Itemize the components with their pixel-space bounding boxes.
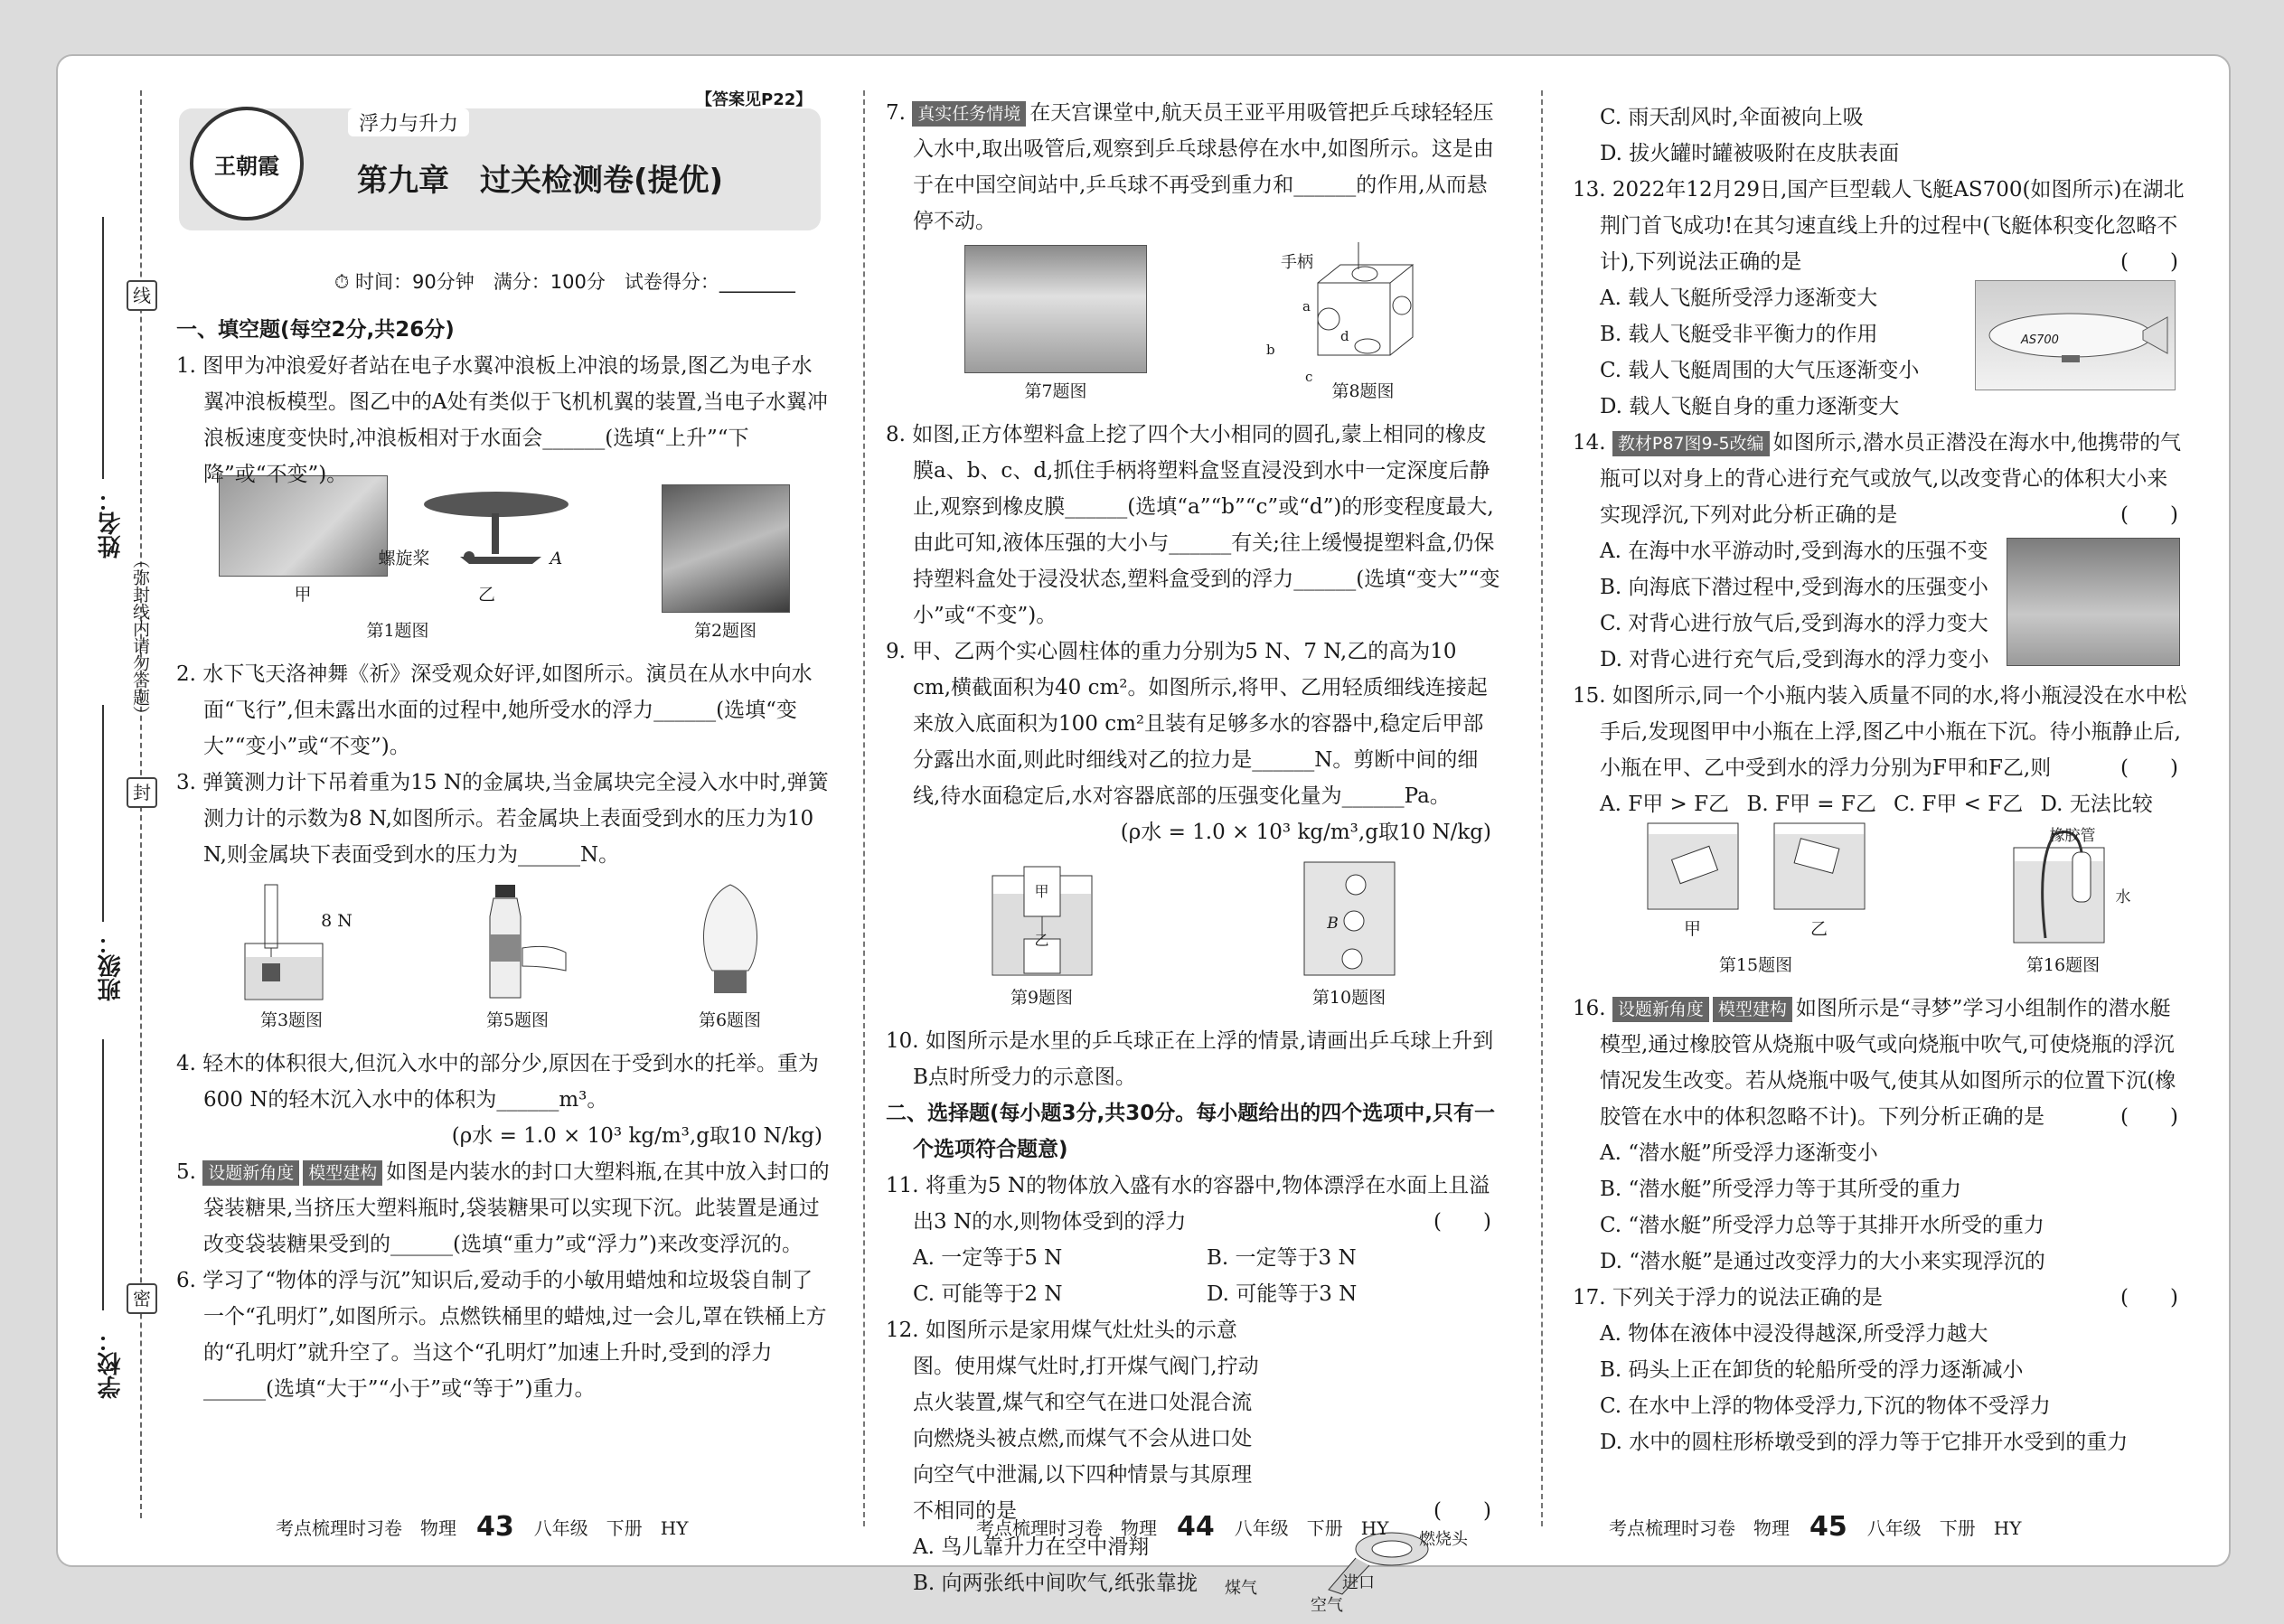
- figure-10: [1300, 858, 1399, 1016]
- q14-option-d: D. 对背心进行充气后,受到海水的浮力变小: [1600, 648, 1989, 671]
- fig1-label-propeller: 螺旋桨: [378, 549, 430, 568]
- column-divider-2: [1541, 90, 1543, 1526]
- footer-right: 八年级 下册 HY: [533, 1517, 689, 1539]
- tag-model-16: 模型建构: [1713, 997, 1792, 1022]
- q15-option-c: C. F甲 < F乙: [1894, 793, 2024, 816]
- question-9: 9. 甲、乙两个实心圆柱体的重力分别为5 N、7 N,乙的高为10 cm,横截面积为40 cm²。如图所示,将甲、乙用轻质细线连接起来放入底面积为100 cm²且装有足够多水的容器中,稳定后甲部分露出水面,则此时细线对乙的拉力是______N。剪断中间的细线,待水面稳定后,水对容器底部的压强变化量为______Pa。: [886, 640, 1488, 808]
- question-3: 3. 弹簧测力计下吊着重为15 N的金属块,当金属块完全浸入水中时,弹簧测力计的示数为8 N,如图所示。若金属块上表面受到水的压力为10 N,则金属块下表面受到水的压力为______N。: [176, 771, 829, 867]
- q15-options: [1573, 786, 2187, 822]
- footer-page-44: [976, 1511, 1388, 1543]
- fig12-label-air: 空气: [1311, 1596, 1343, 1615]
- column-1: [176, 312, 832, 1407]
- column-3: [1573, 99, 2187, 1460]
- footer-page-45: [1609, 1511, 2021, 1543]
- fig1-label-jia: 甲: [294, 585, 312, 605]
- q16-option-a: A. “潜水艇”所受浮力逐渐变小: [1600, 1141, 1878, 1165]
- question-10: 10. 如图所示是水里的乒乓球正在上浮的情景,请画出乒乓球上升到B点时所受力的示意图。: [886, 1029, 1494, 1089]
- tag-textbook: 教材P87图9-5改编: [1612, 431, 1770, 456]
- figure-1: [219, 475, 578, 649]
- logo: [190, 107, 304, 221]
- tag-new-angle-16: 设题新角度: [1612, 997, 1709, 1022]
- q11-options-row1: [886, 1240, 1500, 1276]
- beaker-yi: [1770, 816, 1869, 911]
- q14-option-a: A. 在海中水平游动时,受到海水的压强不变: [1600, 540, 1988, 563]
- page-number: 43: [476, 1511, 514, 1543]
- lantern-diagram: [690, 880, 771, 1002]
- question-5-text: 如图是内装水的封口大塑料瓶,在其中放入封口的袋装糖果,当挤压大塑料瓶时,袋装糖果可以实现下沉。此装置是通过改变袋装糖果受到的______(选填“重力”或“浮力”)来改变浮沉的。: [203, 1160, 830, 1256]
- figure-1-caption: 第1题图: [366, 621, 429, 641]
- spring-scale-diagram: [238, 880, 346, 1002]
- exam-meta: ⏱ 时间：90分钟 满分：100分 试卷得分：________: [334, 271, 795, 293]
- dancer-photo: [662, 484, 790, 613]
- tag-new-angle: 设题新角度: [202, 1160, 299, 1186]
- q13-option-a: A. 载人飞艇所受浮力逐渐变大: [1600, 286, 1878, 310]
- fig12-label-gas: 煤气: [1225, 1579, 1257, 1598]
- beaker-jia: [1643, 816, 1743, 911]
- figure-8: [1304, 242, 1422, 409]
- cylinders-diagram: [988, 858, 1096, 980]
- question-17: 17. 下列关于浮力的说法正确的是: [1573, 1286, 1883, 1310]
- figure-10-caption: 第10题图: [1311, 988, 1386, 1008]
- fig8-label-handle: 手柄: [1281, 253, 1313, 272]
- page-number: 44: [1177, 1511, 1215, 1543]
- question-5: 5. 设题新角度 模型建构 如图是内装水的封口大塑料瓶,在其中放入封口的袋装糖果,当挤压大塑料瓶时,袋装糖果可以实现下沉。此装置是通过改变袋装糖果受到的______(选填“重力”或“浮力”)来改变浮沉的。: [176, 1160, 830, 1256]
- q11-option-c: C. 可能等于2 N: [913, 1282, 1063, 1306]
- figure-9: [988, 858, 1096, 1016]
- question-14: 14. 教材P87图9-5改编 如图所示,潜水员正潜没在海水中,他携带的气瓶可以对身上的背心进行充气或放气,以改变背心的体积大小来实现浮沉,下列对此分析正确的是: [1573, 431, 2182, 527]
- answer-paren-13: ( ): [2120, 250, 2178, 274]
- fig16-label-water: 水: [2115, 888, 2131, 906]
- pingpong-photo: [964, 245, 1147, 373]
- question-12: 12. 如图所示是家用煤气灶灶头的示意图。使用煤气灶时,打开煤气阀门,拧动点火装置,煤气和空气在进口处混合流向燃烧头被点燃,而煤气不会从进口处向空气中泄漏,以下四种情景与其原理不相同的是: [886, 1319, 1259, 1523]
- column-divider-1: [863, 90, 865, 1526]
- question-11: [886, 1168, 1500, 1240]
- question-16-block: [1573, 990, 2187, 1280]
- fig8-label-a: a: [1302, 298, 1311, 314]
- question-2: 2. 水下飞天洛神舞《祈》深受观众好评,如图所示。演员在从水中向水面“飞行”,但未露出水面的过程中,她所受水的浮力______(选填“变大”“变小”或“不变”)。: [176, 662, 813, 758]
- figure-9-caption: 第9题图: [1010, 988, 1074, 1008]
- binding-mark-seal: 封: [127, 777, 157, 808]
- airship-label: AS700: [2021, 333, 2059, 347]
- figure-6-caption: 第6题图: [698, 1010, 762, 1030]
- pingpong-diagram: [1300, 858, 1399, 980]
- figure-15-caption: 第15题图: [1718, 955, 1793, 975]
- diver-photo: [2007, 538, 2180, 666]
- figure-15: [1643, 816, 1869, 983]
- answer-paren-16: ( ): [2120, 1105, 2178, 1129]
- q13-option-b: B. 载人飞艇受非平衡力的作用: [1600, 323, 1878, 346]
- question-15: 15. 如图所示,同一个小瓶内装入质量不同的水,将小瓶浸没在水中松手后,发现图甲中小瓶在上浮,图乙中小瓶在下沉。待小瓶静止后,小瓶在甲、乙中受到水的浮力分别为F甲和F乙,则: [1573, 684, 2187, 780]
- answer-paren-15: ( ): [2120, 756, 2178, 780]
- figure-6: [690, 880, 771, 1038]
- answer-ref: 【答案见P22】: [696, 90, 813, 109]
- figures-9-10: [886, 858, 1500, 1016]
- figure-3-caption: 第3题图: [259, 1010, 324, 1030]
- answer-paren-12: ( ): [1433, 1499, 1491, 1523]
- q17-option-d: D. 水中的圆柱形桥墩受到的浮力等于它排开水受到的重力: [1600, 1431, 2129, 1454]
- footer-left: 考点梳理时习卷 物理: [276, 1517, 456, 1539]
- school-blank: [102, 1039, 104, 1310]
- question-13-block: [1573, 172, 2187, 425]
- footer-left: 考点梳理时习卷 物理: [1609, 1517, 1790, 1539]
- question-7: 7. 真实任务情境 在天宫课堂中,航天员王亚平用吸管把乒乓球轻轻压入水中,取出吸管后,观察到乒乓球悬停在水中,如图所示。这是由于在中国空间站中,乒乓球不再受到重力和______的作用,从而悬停不动。: [886, 101, 1494, 233]
- fig8-label-b: b: [1266, 342, 1275, 358]
- q11-option-b: B. 一定等于3 N: [1207, 1246, 1357, 1270]
- fig1-label-yi: 乙: [477, 585, 495, 605]
- question-15-block: [1573, 678, 2187, 822]
- q13-option-d: D. 载人飞艇自身的重力逐渐变大: [1600, 395, 1900, 418]
- name-blank: [102, 217, 104, 479]
- question-4-formula: (ρ水 = 1.0 × 10³ kg/m³,g取10 N/kg): [451, 1124, 822, 1148]
- question-8: 8. 如图,正方体塑料盒上挖了四个大小相同的圆孔,蒙上相同的橡皮膜a、b、c、d,抓住手柄将塑料盒竖直浸没到水中一定深度后静止,观察到橡皮膜______(选填“a”“b”“c”或“d”)的形变程度最大,由此可知,液体压强的大小与______有关;往上缓慢提塑料盒,仍保持塑料盒处于浸没状态,塑料盒受到的浮力______(选填“变大”“变小”或“不变”)。: [886, 423, 1500, 627]
- answer-paren-11: ( ): [1433, 1210, 1491, 1234]
- binding-mark-secret: 密: [127, 1283, 157, 1314]
- figure-2: [662, 484, 790, 649]
- q11-options-row2: [886, 1276, 1500, 1312]
- section-title-choice: 二、选择题(每小题3分,共30分。每小题给出的四个选项中,只有一个选项符合题意): [886, 1102, 1495, 1161]
- question-14-text: 如图所示,潜水员正潜没在海水中,他携带的气瓶可以对身上的背心进行充气或放气,以改变背心的体积大小来实现浮沉,下列对此分析正确的是: [1600, 431, 2182, 527]
- chapter-tag: 浮力与升力: [348, 108, 469, 136]
- column-2: [886, 95, 1500, 1615]
- figures-15-16: [1573, 827, 2187, 983]
- q12-option-b: B. 向两张纸中间吹气,纸张靠拢: [913, 1572, 1198, 1595]
- answer-paren-17: ( ): [2120, 1286, 2178, 1310]
- cube-diagram: [1304, 242, 1422, 373]
- page-title: 第九章 过关检测卷(提优): [357, 163, 724, 199]
- q13-option-c: C. 载人飞艇周围的大气压逐渐变小: [1600, 359, 1920, 382]
- tag-model: 模型建构: [303, 1160, 382, 1186]
- figure-5-caption: 第5题图: [485, 1010, 550, 1030]
- class-blank: [102, 705, 104, 922]
- footer-right: 八年级 下册 HY: [1234, 1517, 1389, 1539]
- question-12-block: [886, 1312, 1500, 1615]
- footer-right: 八年级 下册 HY: [1866, 1517, 2022, 1539]
- q12-option-d: D. 拔火罐时罐被吸附在皮肤表面: [1600, 142, 1900, 165]
- footer-left: 考点梳理时习卷 物理: [976, 1517, 1157, 1539]
- figure-7: [964, 245, 1147, 409]
- page-number: 45: [1809, 1511, 1847, 1543]
- school-label: 学校：: [98, 1328, 125, 1399]
- logo-text: 王朝霞: [214, 152, 279, 179]
- figures-1-2: [176, 500, 832, 649]
- question-16-text: 如图所示是“寻梦”学习小组制作的潜水艇模型,通过橡胶管从烧瓶中吸气或向烧瓶中吹气,可使烧瓶的浮沉情况发生改变。若从烧瓶中吸气,使其从如图所示的位置下沉(橡胶管在水中的体积忽略不计)。下列分析正确的是: [1600, 997, 2176, 1129]
- fig1-label-A: A: [550, 549, 563, 568]
- figure-16-caption: 第16题图: [2026, 955, 2101, 975]
- q14-option-b: B. 向海底下潜过程中,受到海水的压强变小: [1600, 576, 1988, 599]
- figures-3-5-6: [176, 880, 832, 1038]
- binding-mark-line: 线: [127, 280, 157, 311]
- question-14-block: [1573, 425, 2187, 678]
- figure-2-caption: 第2题图: [693, 621, 757, 641]
- question-1: 1. 图甲为冲浪爱好者站在电子水翼冲浪板上冲浪的场景,图乙为电子水翼冲浪板模型。图乙中的A处有类似于飞机机翼的装置,当电子水翼冲浪板速度变快时,冲浪板相对于水面会______(选填“上升”“下降”或“不变”)。: [176, 354, 828, 486]
- figure-5: [468, 880, 568, 1038]
- q16-option-d: D. “潜水艇”是通过改变浮力的大小来实现浮沉的: [1600, 1250, 2045, 1273]
- class-label: 班级：: [98, 931, 125, 1001]
- q16-option-c: C. “潜水艇”所受浮力总等于其排开水所受的重力: [1600, 1214, 2044, 1237]
- question-9-formula: (ρ水 = 1.0 × 10³ kg/m³,g取10 N/kg): [1120, 821, 1491, 844]
- q14-option-c: C. 对背心进行放气后,受到海水的浮力变大: [1600, 612, 1988, 635]
- q17-option-b: B. 码头上正在卸货的轮船所受的浮力逐渐减小: [1600, 1358, 2024, 1382]
- tag-real-task: 真实任务情境: [912, 101, 1026, 127]
- bottle-diagram: [468, 880, 568, 1002]
- figure-8-caption: 第8题图: [1331, 381, 1395, 401]
- question-16: 16. 设题新角度 模型建构 如图所示是“寻梦”学习小组制作的潜水艇模型,通过橡胶管从烧瓶中吸气或向烧瓶中吹气,可使烧瓶的浮沉情况发生改变。若从烧瓶中吸气,使其从如图所示的位置下沉(橡胶管在水中的体积忽略不计)。下列分析正确的是: [1573, 997, 2176, 1129]
- q12-option-a: A. 鸟儿靠升力在空中滑翔: [913, 1535, 1150, 1559]
- fig12-label-burner: 燃烧头: [1419, 1530, 1468, 1549]
- airship-photo: [1975, 280, 2176, 390]
- name-label: 姓名：: [98, 488, 125, 559]
- section-title-fill: 一、填空题(每空2分,共26分): [176, 318, 455, 342]
- q15-option-a: A. F甲 > F乙: [1600, 793, 1730, 816]
- figure-16: [2009, 825, 2131, 983]
- question-4: 4. 轻木的体积很大,但沉入水中的部分少,原因在于受到水的托举。重为600 N的轻木沉入水中的体积为______m³。: [176, 1052, 819, 1112]
- fig8-label-d: d: [1340, 328, 1349, 344]
- answer-paren-14: ( ): [2120, 503, 2178, 527]
- question-6: 6. 学习了“物体的浮与沉”知识后,爱动手的小敏用蜡烛和垃圾袋自制了一个“孔明灯”,如图所示。点燃铁桶里的蜡烛,过一会儿,罩在铁桶上方的“孔明灯”就升空了。当这个“孔明灯”加速上升时,受到的浮力______(选填“大于”“小于”或“等于”)重力。: [176, 1269, 827, 1401]
- q12-option-c: C. 雨天刮风时,伞面被向上吸: [1600, 106, 1864, 129]
- question-11-text: 11. 将重为5 N的物体放入盛有水的容器中,物体漂浮在水面上且溢出3 N的水,则物体受到的浮力: [886, 1174, 1490, 1234]
- q17-option-c: C. 在水中上浮的物体受浮力,下沉的物体不受浮力: [1600, 1394, 2051, 1418]
- figures-7-8: [886, 247, 1500, 409]
- q11-option-d: D. 可能等于3 N: [1207, 1282, 1358, 1306]
- fig15-label-jia: 甲: [1683, 919, 1701, 939]
- q16-option-b: B. “潜水艇”所受浮力等于其所受的重力: [1600, 1178, 1962, 1201]
- figure-3: 8 N 第3题图: [238, 880, 346, 1038]
- q15-option-d: D. 无法比较: [2040, 793, 2153, 816]
- figure-7-caption: 第7题图: [1024, 381, 1087, 401]
- binding-note: （弥封线内请勿答题）: [130, 551, 150, 723]
- question-13: 13. 2022年12月29日,国产巨型载人飞艇AS700(如图所示)在湖北荆门首飞成功!在其匀速直线上升的过程中(飞艇体积变化忽略不计),下列说法正确的是: [1573, 178, 2185, 274]
- question-7-text: 在天宫课堂中,航天员王亚平用吸管把乒乓球轻轻压入水中,取出吸管后,观察到乒乓球悬停在水中,如图所示。这是由于在中国空间站中,乒乓球不再受到重力和______的作用,从而悬停不动。: [913, 101, 1494, 233]
- fig12-label-inlet: 进口: [1342, 1573, 1375, 1592]
- fig16-label-tube: 橡胶管: [2049, 827, 2096, 845]
- q17-option-a: A. 物体在液体中浸没得越深,所受浮力越大: [1600, 1322, 1988, 1346]
- fig15-label-yi: 乙: [1809, 919, 1828, 939]
- q15-option-b: B. F甲 = F乙: [1746, 793, 1876, 816]
- q11-option-a: A. 一定等于5 N: [913, 1246, 1063, 1270]
- footer-page-43: [276, 1511, 688, 1543]
- question-17-block: [1573, 1280, 2187, 1460]
- fig8-label-c: c: [1305, 369, 1313, 385]
